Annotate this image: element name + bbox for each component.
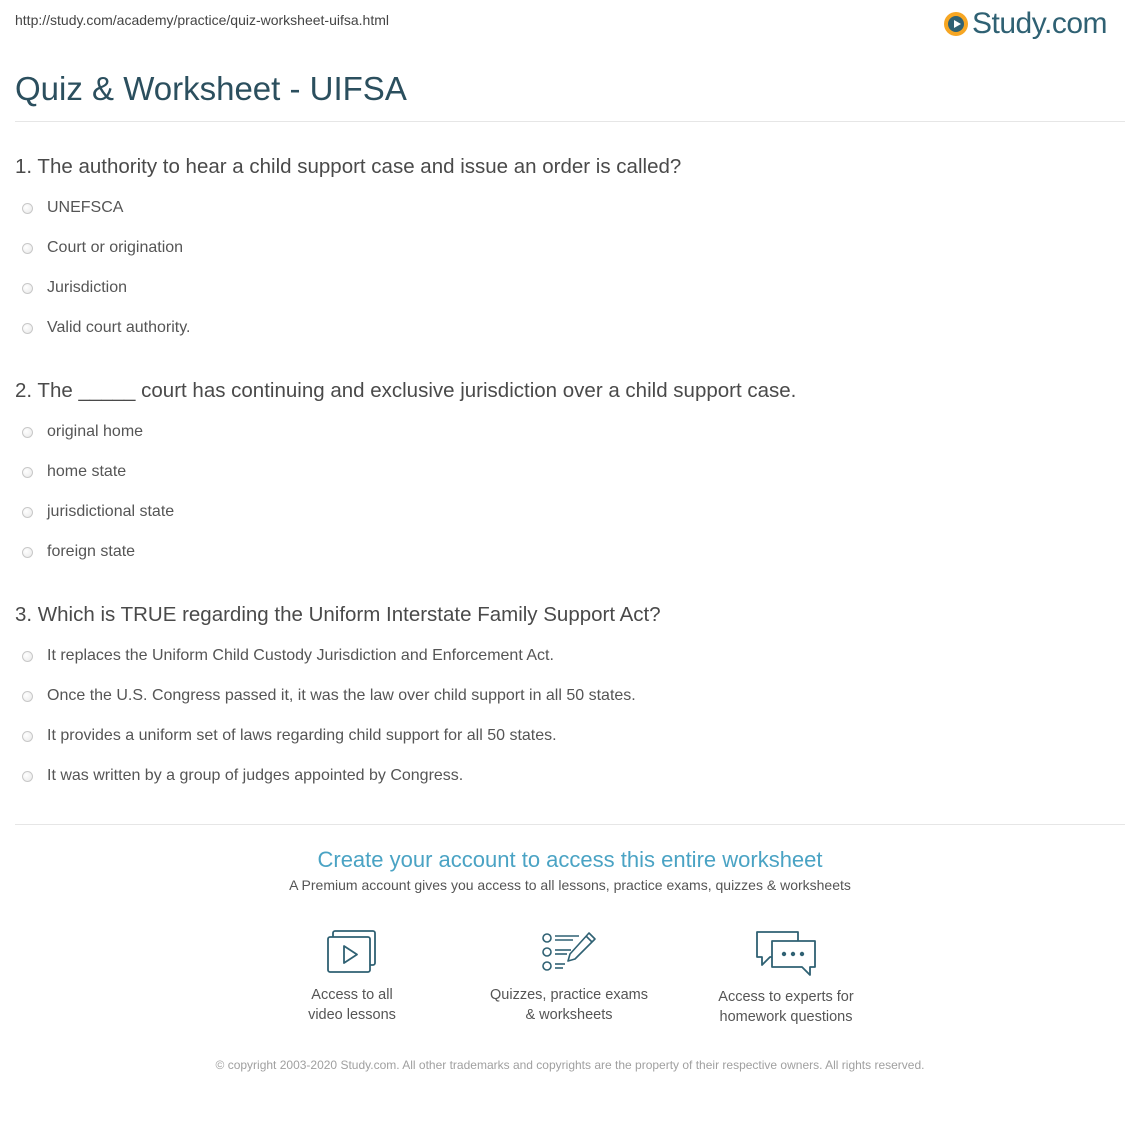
answer-label: Court or origination [47, 239, 184, 256]
radio-button[interactable] [22, 427, 33, 438]
answer-option[interactable] [22, 492, 174, 532]
answer-label: Valid court authority. [47, 319, 191, 336]
answer-label: home state [47, 463, 127, 480]
radio-button[interactable] [22, 691, 33, 702]
answer-label: It replaces the Uniform Child Custody Jurisdiction and Enforcement Act. [47, 647, 554, 664]
feature-label: Access to experts for homework questions [718, 989, 854, 1025]
answer-option[interactable] [22, 636, 636, 676]
answer-option[interactable] [22, 188, 190, 228]
feature-quizzes [469, 929, 669, 1025]
answer-option[interactable] [22, 532, 174, 572]
answer-option[interactable] [22, 308, 190, 348]
page-url: http://study.com/academy/practice/quiz-worksheet-uifsa.html [15, 12, 390, 28]
answer-option[interactable] [22, 756, 636, 796]
question-3: 3. Which is TRUE regarding the Uniform Interstate Family Support Act? [15, 603, 661, 626]
answer-option[interactable] [22, 412, 174, 452]
chat-experts-icon [754, 929, 818, 977]
radio-button[interactable] [22, 731, 33, 742]
question-2: 2. The _____ court has continuing and exclusive jurisdiction over a child support case. [15, 379, 797, 402]
answer-label: foreign state [47, 543, 136, 560]
answer-option[interactable] [22, 676, 636, 716]
radio-button[interactable] [22, 323, 33, 334]
create-account-link[interactable]: Create your account to access this entire worksheet [317, 847, 823, 872]
radio-button[interactable] [22, 651, 33, 662]
premium-description: A Premium account gives you access to all lessons, practice exams, quizzes & worksheets [289, 877, 851, 893]
answer-option[interactable] [22, 228, 190, 268]
radio-button[interactable] [22, 243, 33, 254]
radio-button[interactable] [22, 467, 33, 478]
answer-label: Once the U.S. Congress passed it, it was the law over child support in all 50 states. [47, 687, 636, 704]
question-2-options [22, 412, 174, 572]
page-title: Quiz & Worksheet - UIFSA [15, 70, 407, 107]
answer-label: Jurisdiction [47, 279, 128, 296]
study-logo[interactable] [944, 6, 1107, 42]
radio-button[interactable] [22, 203, 33, 214]
answer-label: original home [47, 423, 144, 440]
question-1: 1. The authority to hear a child support case and issue an order is called? [15, 155, 682, 178]
answer-option[interactable] [22, 716, 636, 756]
answer-option[interactable] [22, 452, 174, 492]
radio-button[interactable] [22, 771, 33, 782]
logo-text: Study.com [972, 7, 1107, 40]
answer-label: jurisdictional state [47, 503, 175, 520]
answer-option[interactable] [22, 268, 190, 308]
radio-button[interactable] [22, 547, 33, 558]
divider [15, 121, 1125, 122]
radio-button[interactable] [22, 283, 33, 294]
radio-button[interactable] [22, 507, 33, 518]
question-3-options [22, 636, 636, 796]
divider [15, 824, 1125, 825]
feature-experts [686, 929, 886, 1027]
question-1-options [22, 188, 190, 348]
feature-label: Access to all video lessons [308, 987, 396, 1023]
copyright-notice: © copyright 2003-2020 Study.com. All other trademarks and copyrights are the property of their respective owners. All rights reserved. [215, 1058, 925, 1072]
video-lesson-icon [326, 929, 378, 975]
quiz-checklist-icon [541, 929, 597, 975]
answer-label: It was written by a group of judges appointed by Congress. [47, 767, 464, 784]
play-badge-icon [944, 12, 968, 36]
answer-label: It provides a uniform set of laws regarding child support for all 50 states. [47, 727, 557, 744]
feature-label: Quizzes, practice exams & worksheets [490, 987, 648, 1023]
answer-label: UNEFSCA [47, 199, 124, 216]
feature-video-lessons [252, 929, 452, 1025]
